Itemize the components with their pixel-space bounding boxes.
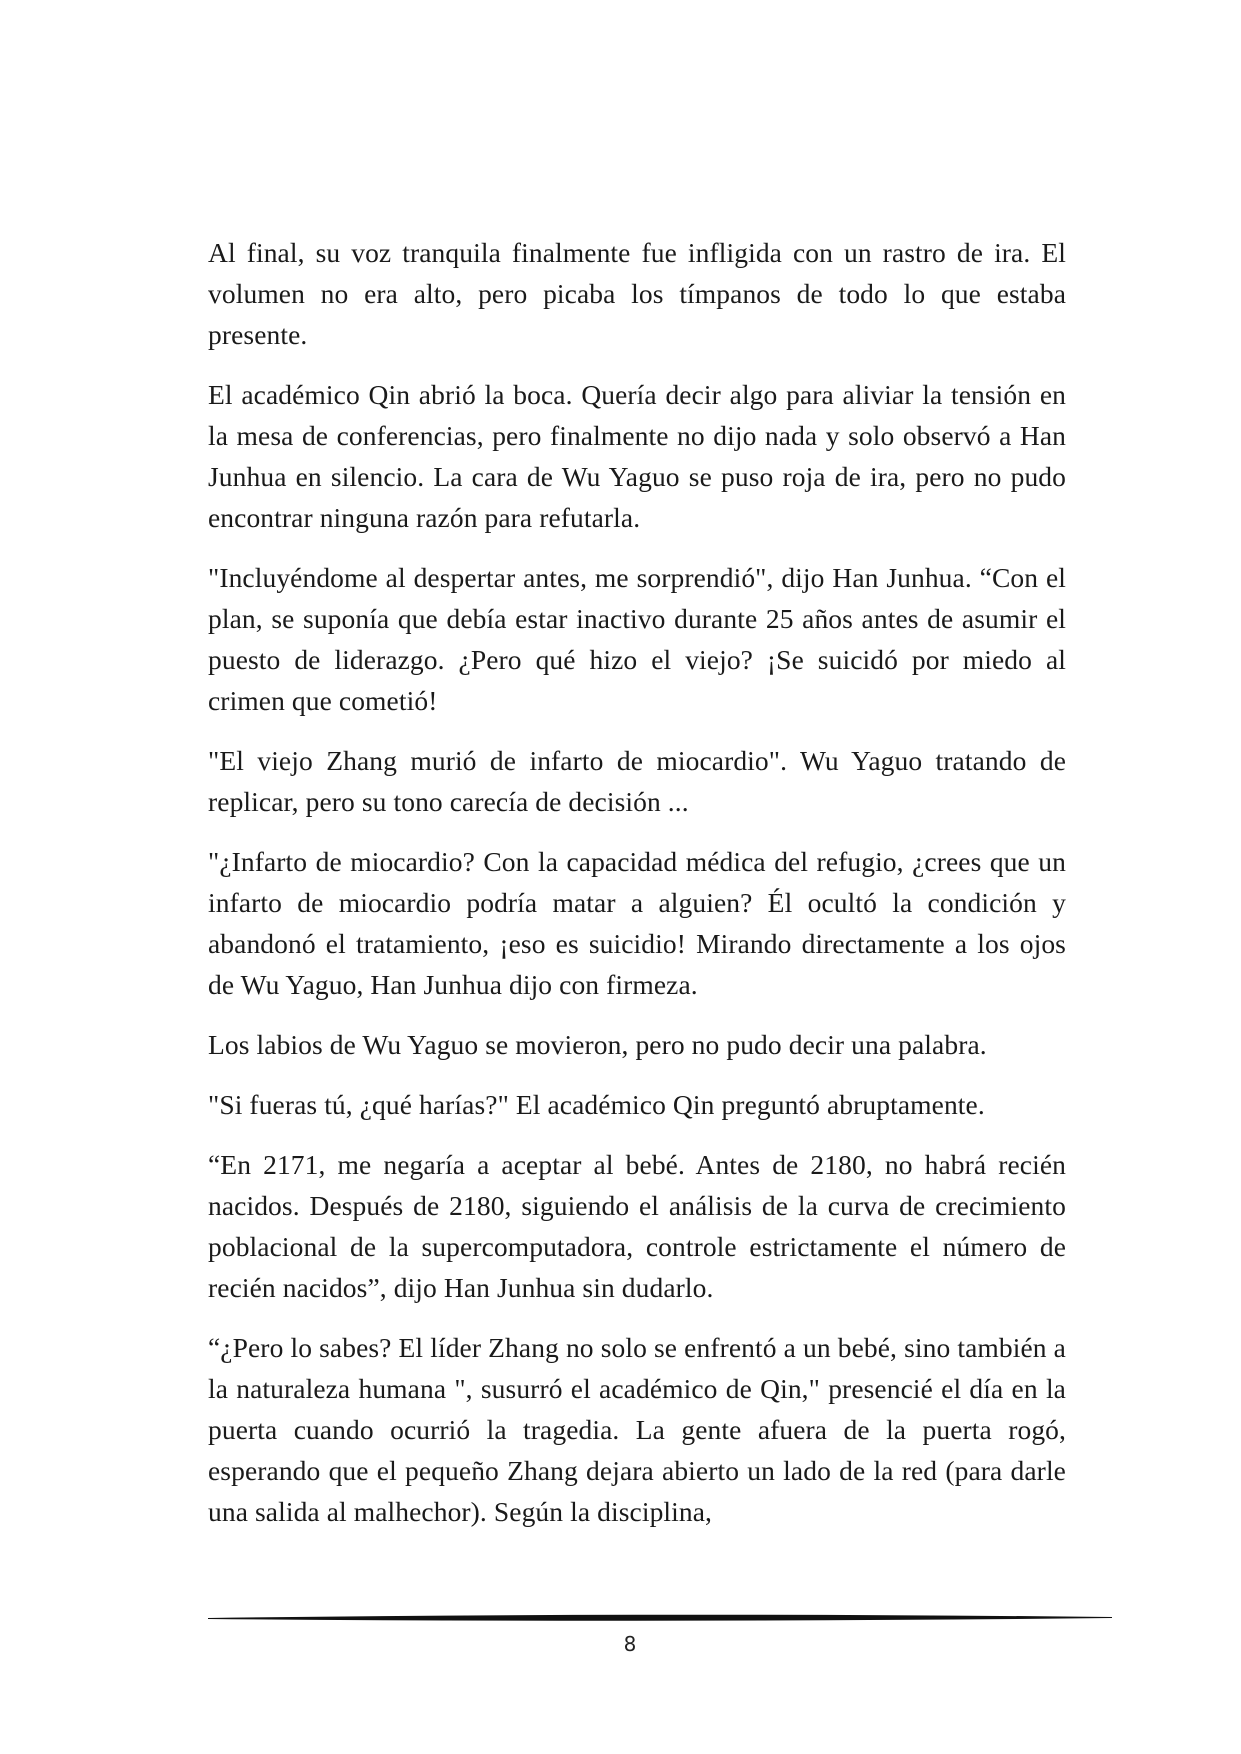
paragraph-2: El académico Qin abrió la boca. Quería decir algo para aliviar la tensión en la mesa de conferencias, pero finalmente no dijo nada y solo observó a Han Junhua en silencio. La cara de Wu Yaguo se puso roja de ira, pero no pudo encontrar ninguna razón para refutarla. [208, 379, 1066, 533]
paragraph-9: “¿Pero lo sabes? El líder Zhang no solo se enfrentó a un bebé, sino también a la naturaleza humana ", susurró el académico de Qin," presencié el día en la puerta cuando ocurrió la tragedia. La gente afuera de la puerta rogó, esperando que el pequeño Zhang dejara abierto un lado de la red (para darle una salida al malhechor). Según la disciplina, [208, 1332, 1066, 1527]
page-number: 8 [623, 1632, 637, 1656]
paragraph-6: Los labios de Wu Yaguo se movieron, pero no pudo decir una palabra. [208, 1029, 987, 1060]
paragraph-4: "El viejo Zhang murió de infarto de miocardio". Wu Yaguo tratando de replicar, pero su tono carecía de decisión ... [208, 745, 1066, 817]
paragraph-8: “En 2171, me negaría a aceptar al bebé. Antes de 2180, no habrá recién nacidos. Después de 2180, siguiendo el análisis de la curva de crecimiento poblacional de la supercomputadora, controle estrictamente el número de recién nacidos”, dijo Han Junhua sin dudarlo. [208, 1149, 1066, 1303]
paragraph-1: Al final, su voz tranquila finalmente fue infligida con un rastro de ira. El volumen no era alto, pero picaba los tímpanos de todo lo que estaba presente. [208, 237, 1066, 350]
body-text [208, 232, 1066, 1551]
paragraph-3: "Incluyéndome al despertar antes, me sorprendió", dijo Han Junhua. “Con el plan, se suponía que debía estar inactivo durante 25 años antes de asumir el puesto de liderazgo. ¿Pero qué hizo el viejo? ¡Se suicidó por miedo al crimen que cometió! [208, 562, 1066, 716]
footer-divider [208, 1612, 1112, 1624]
paragraph-7: "Si fueras tú, ¿qué harías?" El académico Qin preguntó abruptamente. [208, 1089, 985, 1120]
paragraph-5: "¿Infarto de miocardio? Con la capacidad médica del refugio, ¿crees que un infarto de miocardio podría matar a alguien? Él ocultó la condición y abandonó el tratamiento, ¡eso es suicidio! Mirando directamente a los ojos de Wu Yaguo, Han Junhua dijo con firmeza. [208, 846, 1066, 1000]
